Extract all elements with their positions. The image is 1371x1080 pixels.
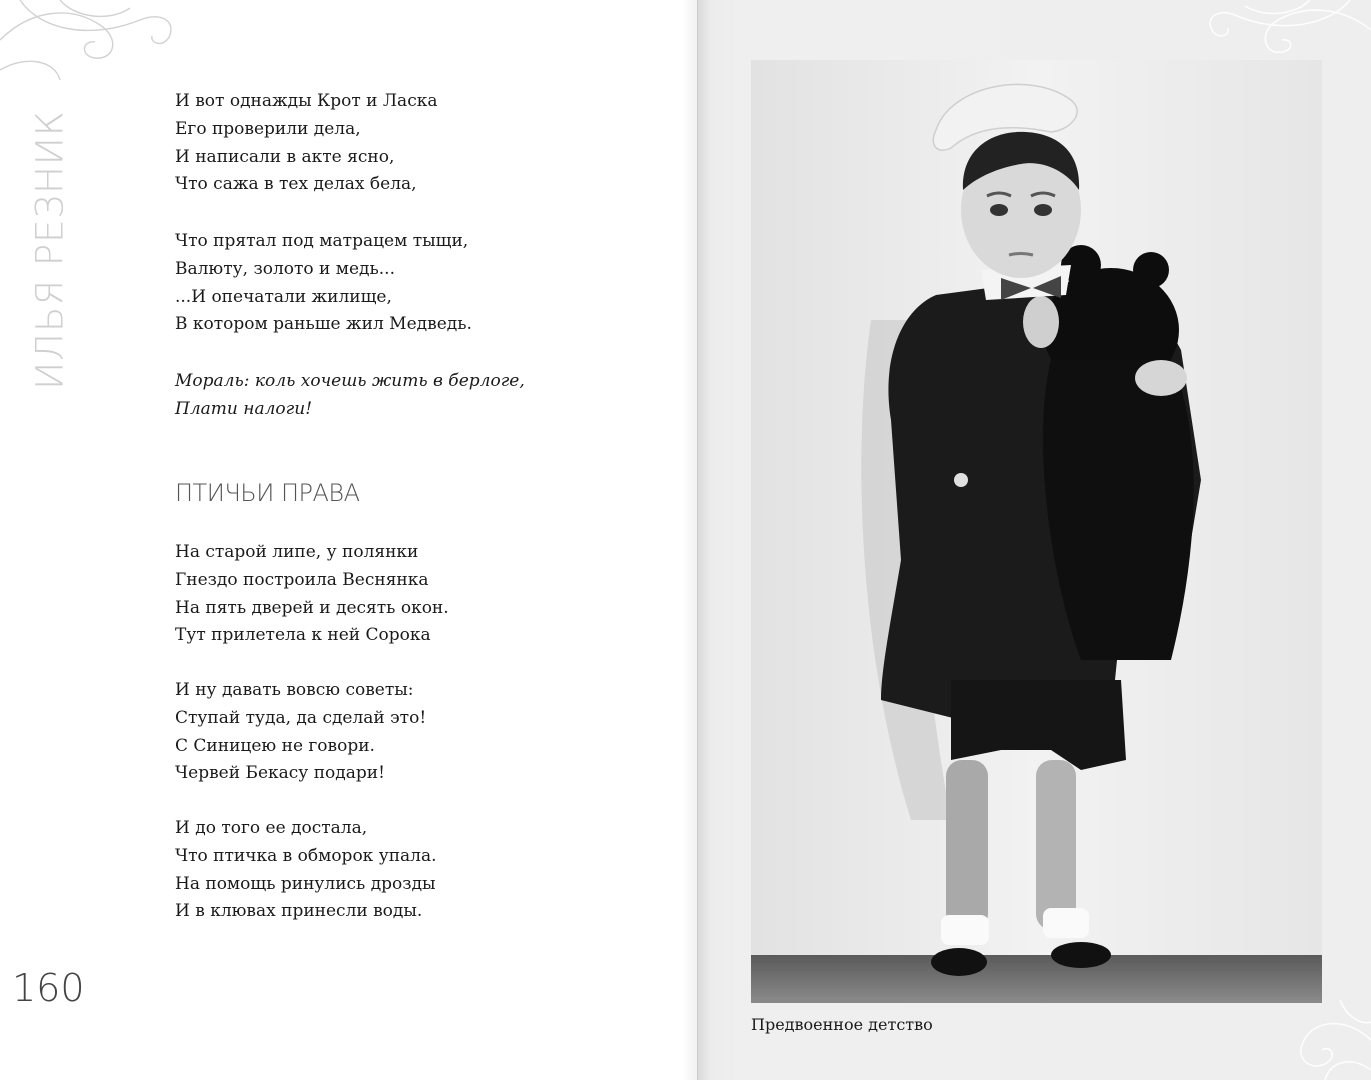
verse-line: И до того ее достала, [175,818,368,838]
running-head-author: ИЛЬЯ РЕЗНИК [28,110,72,390]
poem-title: ПТИЧЬИ ПРАВА [175,479,360,507]
verse-line: В котором раньше жил Медведь. [175,314,472,335]
verse-line: Валюту, золото и медь... [175,258,395,279]
verse-line: Что сажа в тех делах бела, [175,174,417,195]
verse-line: На пять дверей и десять окон. [175,597,449,618]
verse-line: Тут прилетела к ней Сорока [175,625,431,646]
verse-line: Ступай туда, да сделай это! [175,707,427,728]
childhood-photo [751,60,1322,1003]
verse-line: Червей Бекасу подари! [175,763,385,784]
poem2-stanza-1 [175,539,449,650]
verse-line: Его проверили дела, [175,118,361,139]
verse-line: Что прятал под матрацем тыщи, [175,231,469,251]
photo-caption: Предвоенное детство [751,1015,933,1034]
verse-line: На старой липе, у полянки [175,542,419,562]
page-number: 160 [12,966,85,1010]
poem1-stanza-1 [175,88,437,199]
poem2-stanza-3 [175,815,437,926]
verse-line: Гнездо построила Веснянка [175,569,429,590]
verse-line: И вот однажды Крот и Ласка [175,91,438,111]
verse-line: ...И опечатали жилище, [175,286,392,307]
corner-ornament-bottom-right [1240,1000,1371,1080]
verse-line: И ну давать вовсю советы: [175,680,414,700]
poem1-stanza-2 [175,228,472,339]
verse-line: Плати налоги! [175,398,313,419]
verse-line: На помощь ринулись дрозды [175,873,436,894]
verse-line: С Синицею не говори. [175,735,375,756]
poem2-stanza-2 [175,677,426,788]
poem1-moral [175,368,525,424]
verse-line: Мораль: коль хочешь жить в берлоге, [175,371,525,391]
book-gutter [682,0,698,1080]
verse-line: И написали в акте ясно, [175,146,395,167]
verse-line: Что птичка в обморок упала. [175,845,437,866]
verse-line: И в клювах принесли воды. [175,901,423,922]
child-with-teddy-bear-illustration [751,60,1322,1003]
corner-ornament-top-left [0,0,200,90]
